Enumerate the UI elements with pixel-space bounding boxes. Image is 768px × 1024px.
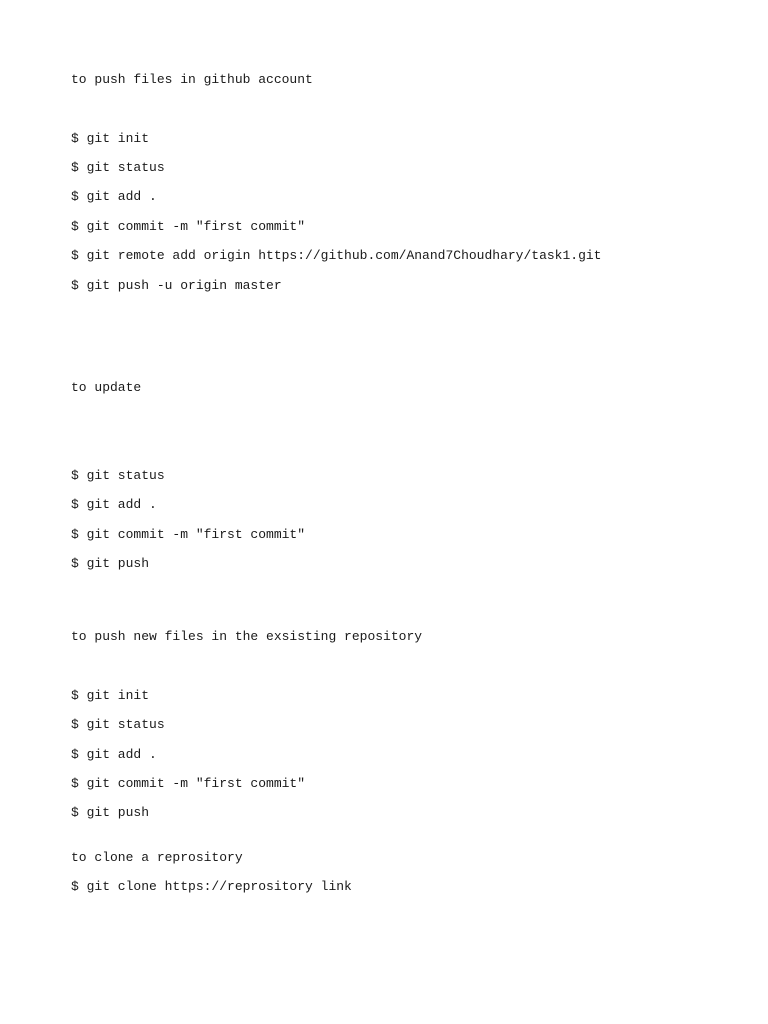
command-line: $ git status — [71, 160, 165, 175]
command-line: $ git status — [71, 717, 165, 732]
command-line: $ git init — [71, 131, 150, 146]
section-heading: to push files in github account — [71, 72, 313, 87]
command-line: $ git commit -m "first commit" — [71, 527, 306, 542]
command-line: $ git commit -m "first commit" — [71, 219, 306, 234]
command-line: $ git status — [71, 468, 165, 483]
command-line: $ git push — [71, 805, 150, 820]
command-line: $ git add . — [71, 189, 157, 204]
command-line: $ git init — [71, 688, 150, 703]
command-line: $ git clone https://reprository link — [71, 879, 352, 894]
section-heading: to clone a reprository — [71, 850, 243, 865]
command-line: $ git commit -m "first commit" — [71, 776, 306, 791]
command-line: $ git add . — [71, 497, 157, 512]
command-line: $ git push -u origin master — [71, 278, 282, 293]
command-line: $ git add . — [71, 747, 157, 762]
section-heading: to update — [71, 380, 142, 395]
section-heading: to push new files in the exsisting repository — [71, 629, 423, 644]
command-line: $ git push — [71, 556, 150, 571]
command-line: $ git remote add origin https://github.com/Anand7Choudhary/task1.git — [71, 248, 602, 263]
